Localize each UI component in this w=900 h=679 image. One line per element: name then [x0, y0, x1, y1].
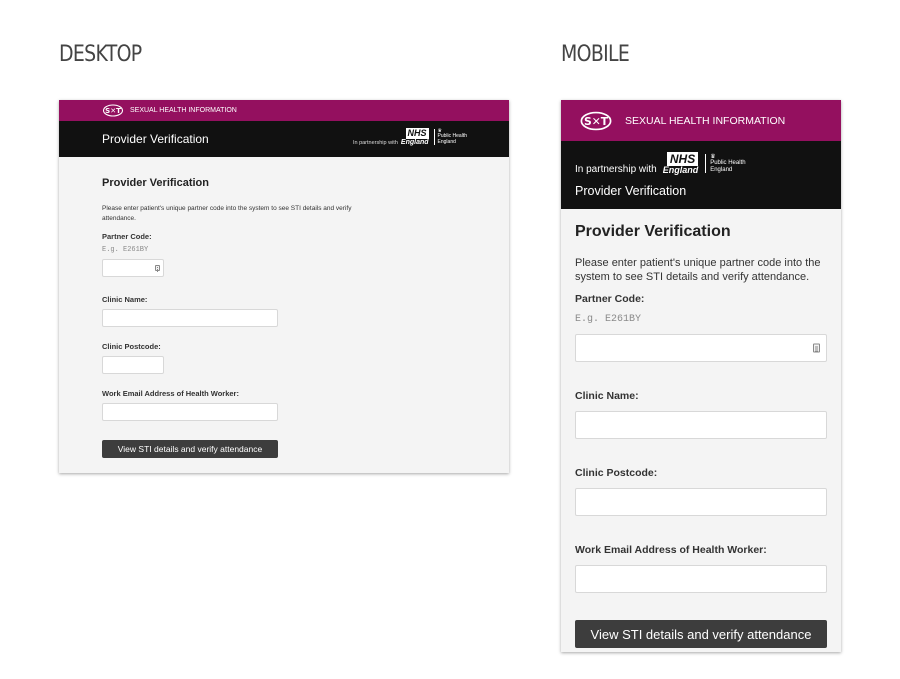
partner-code-input[interactable]: [575, 334, 827, 362]
phe-line1: Public Health: [437, 133, 467, 140]
form-content: [561, 209, 841, 648]
royal-crest-icon: ♛: [437, 128, 443, 135]
clinic-name-label: Clinic Name:: [575, 390, 639, 402]
brand-label: SEXUAL HEALTH INFORMATION: [625, 114, 786, 127]
partner-logos: [575, 152, 746, 175]
partner-code-hint: E.g. E261BY: [575, 314, 642, 325]
header-bar: [59, 121, 509, 157]
brand-label: SEXUAL HEALTH INFORMATION: [130, 107, 237, 114]
brand-bar: [561, 100, 841, 141]
clinic-postcode-label: Clinic Postcode:: [102, 342, 161, 351]
work-email-label: Work Email Address of Health Worker:: [575, 544, 767, 556]
partner-code-hint: E.g. E261BY: [102, 246, 149, 254]
partner-code-label: Partner Code:: [575, 293, 645, 305]
clinic-postcode-input[interactable]: [575, 488, 827, 516]
work-email-input[interactable]: [575, 565, 827, 593]
desktop-frame: [59, 100, 509, 473]
header-title: Provider Verification: [575, 184, 687, 198]
verify-attendance-button[interactable]: View STI details and verify attendance: [102, 440, 278, 458]
phe-line2: England: [710, 166, 733, 173]
partner-code-wrap: [575, 334, 827, 362]
clinic-postcode-input[interactable]: [102, 356, 164, 374]
mobile-frame: [561, 100, 841, 652]
phe-logo: [434, 129, 467, 145]
header-title: Provider Verification: [102, 132, 209, 146]
brand-bar: [59, 100, 509, 121]
partner-code-label: Partner Code:: [102, 232, 152, 241]
nhs-region: England: [662, 165, 699, 175]
intro-text: Please enter patient's unique partner code into the system to see STI details and verify attendance.: [575, 257, 821, 283]
nhs-england-logo: [401, 128, 429, 146]
nhs-england-logo: [663, 152, 699, 175]
svg-text:S✕T: S✕T: [583, 114, 609, 128]
form-content: [59, 157, 509, 458]
clinic-name-input[interactable]: [102, 309, 278, 327]
page-heading: Provider Verification: [575, 223, 731, 240]
verify-attendance-button[interactable]: View STI details and verify attendance: [575, 620, 827, 648]
page-heading: Provider Verification: [102, 177, 209, 189]
work-email-input[interactable]: [102, 403, 278, 421]
nhs-region: England: [400, 139, 429, 146]
nhs-logo: NHS: [407, 128, 427, 138]
partner-code-wrap: [102, 259, 164, 277]
sxt-logo-icon[interactable]: [102, 104, 124, 117]
mobile-section-title: MOBILE: [561, 42, 630, 67]
sxt-logo-icon[interactable]: [579, 111, 613, 131]
clinic-postcode-label: Clinic Postcode:: [575, 467, 658, 479]
intro-text: Please enter patient's unique partner code into the system to see STI details and verify attendance.: [102, 205, 352, 222]
header-bar: [561, 141, 841, 209]
phe-line1: Public Health: [710, 160, 746, 167]
clinic-name-label: Clinic Name:: [102, 295, 148, 304]
royal-crest-icon: ♛: [710, 154, 716, 161]
nhs-logo: NHS: [667, 152, 698, 166]
keyboard-icon[interactable]: [813, 344, 820, 353]
keyboard-icon[interactable]: [155, 265, 160, 271]
desktop-section-title: DESKTOP: [59, 42, 142, 67]
partner-logos: [353, 128, 467, 146]
phe-line2: England: [437, 138, 456, 145]
phe-logo: [705, 154, 745, 173]
work-email-label: Work Email Address of Health Worker:: [102, 389, 239, 398]
svg-text:S✕T: S✕T: [105, 107, 121, 115]
partner-prefix: In partnership with: [575, 164, 657, 175]
clinic-name-input[interactable]: [575, 411, 827, 439]
partner-prefix: In partnership with: [352, 140, 398, 146]
